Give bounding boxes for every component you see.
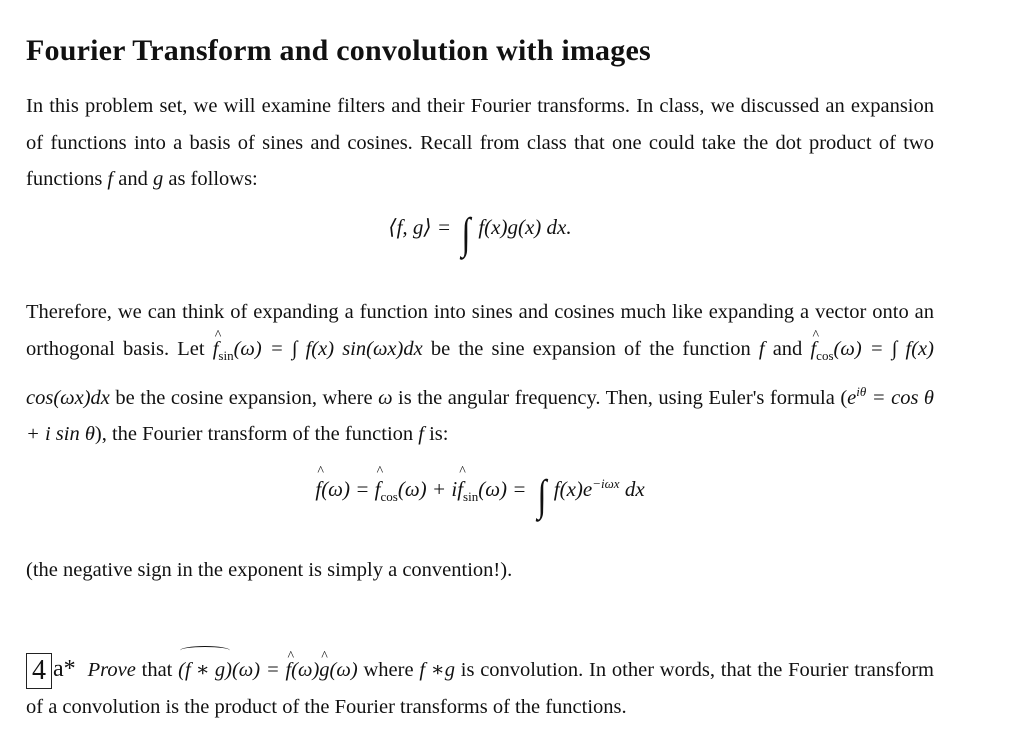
ft-part-e: dx xyxy=(619,477,645,501)
expansion-paragraph xyxy=(26,294,934,453)
problem-number-box: 4 xyxy=(26,653,52,689)
f-hat-cos: ^ f xyxy=(375,477,381,502)
euler-rhs: = cos θ + i sin θ xyxy=(26,386,935,446)
expansion-text-e: is the angular frequency. Then, using Euler's formula ( xyxy=(392,386,848,409)
symbol-g: g xyxy=(152,168,164,190)
intro-paragraph xyxy=(26,88,934,198)
sin-subscript: sin xyxy=(218,347,234,363)
problem-text-a: that xyxy=(135,659,179,681)
sin-subscript: sin xyxy=(463,489,479,505)
ft-part-b: (ω) + i xyxy=(397,477,458,501)
f-hat: ^ f xyxy=(285,652,291,689)
g-hat: ^ g xyxy=(319,652,329,689)
expansion-text-b: be the sine expansion of the function xyxy=(422,337,759,360)
document-title: Fourier Transform and convolution with images xyxy=(26,34,651,67)
dot-product-rhs: f(x)g(x) dx. xyxy=(478,215,572,239)
euler-exponent: iθ xyxy=(856,384,867,400)
intro-text-a: In this problem set, we will examine filters and their Fourier transforms. In class, we discussed an expansion of functions into a basis of sines and cosines. Recall from class that one could take the dot product of two functions xyxy=(26,95,934,190)
problem-text-b: where xyxy=(357,659,420,681)
symbol-omega: ω xyxy=(378,386,393,409)
convolution-rhs: (ω) = xyxy=(231,659,286,681)
symbol-f: f xyxy=(758,337,765,360)
expansion-text-g: is: xyxy=(423,423,449,446)
symbol-f: f xyxy=(418,423,424,446)
dot-product-equation xyxy=(26,209,934,258)
integral-sign: ∫ xyxy=(537,471,547,520)
ft-exponent: −iωx xyxy=(592,476,620,491)
problem-4a xyxy=(26,651,934,726)
problem-text-c: is convolution. In other words, that the Fourier transform of a convolution is the product of the Fourier transforms of the functions. xyxy=(26,659,934,718)
intro-text-b: as follows: xyxy=(163,168,258,190)
f-hat-sin: ^ f xyxy=(213,331,219,368)
cos-subscript: cos xyxy=(380,489,398,505)
expansion-text-f: ), the Fourier transform of the function xyxy=(94,423,419,446)
cos-subscript: cos xyxy=(816,347,834,363)
f-hat: ^ f xyxy=(315,477,321,502)
expansion-text-a: Therefore, we can think of expanding a function into sines and cosines much like expanding a vector onto an orthogonal basis. Let xyxy=(26,301,934,360)
fourier-transform-equation xyxy=(26,471,934,520)
f-hat-arg: (ω) xyxy=(291,659,320,681)
ft-part-c: (ω) = xyxy=(478,477,532,501)
euler-lhs: e xyxy=(847,386,857,409)
problem-label-suffix: a* xyxy=(53,656,76,682)
prove-word: Prove xyxy=(87,659,136,681)
convolution-symbol: f ∗g xyxy=(419,659,455,681)
ft-part-a: (ω) = xyxy=(321,477,375,501)
convention-paragraph: (the negative sign in the exponent is simply a convention!). xyxy=(26,559,513,581)
f-hat-sin: ^ f xyxy=(457,477,463,502)
dot-product-lhs: ⟨f, g⟩ = xyxy=(388,215,457,239)
ft-part-d: f(x)e xyxy=(553,477,593,501)
expansion-text-d: be the cosine expansion, where xyxy=(109,386,379,409)
convolution-hat: (f ∗ g) xyxy=(178,652,232,689)
f-hat-cos: ^ f xyxy=(810,331,816,368)
fsin-definition: (ω) = ∫ f(x) sin(ωx)dx xyxy=(233,337,423,360)
g-hat-arg: (ω) xyxy=(329,659,358,681)
fcos-definition: (ω) = ∫ f(x) cos(ωx)dx xyxy=(26,337,934,409)
symbol-f: f xyxy=(107,168,114,190)
expansion-text-c: and xyxy=(764,337,811,360)
integral-sign: ∫ xyxy=(461,209,471,258)
intro-and: and xyxy=(113,168,153,190)
